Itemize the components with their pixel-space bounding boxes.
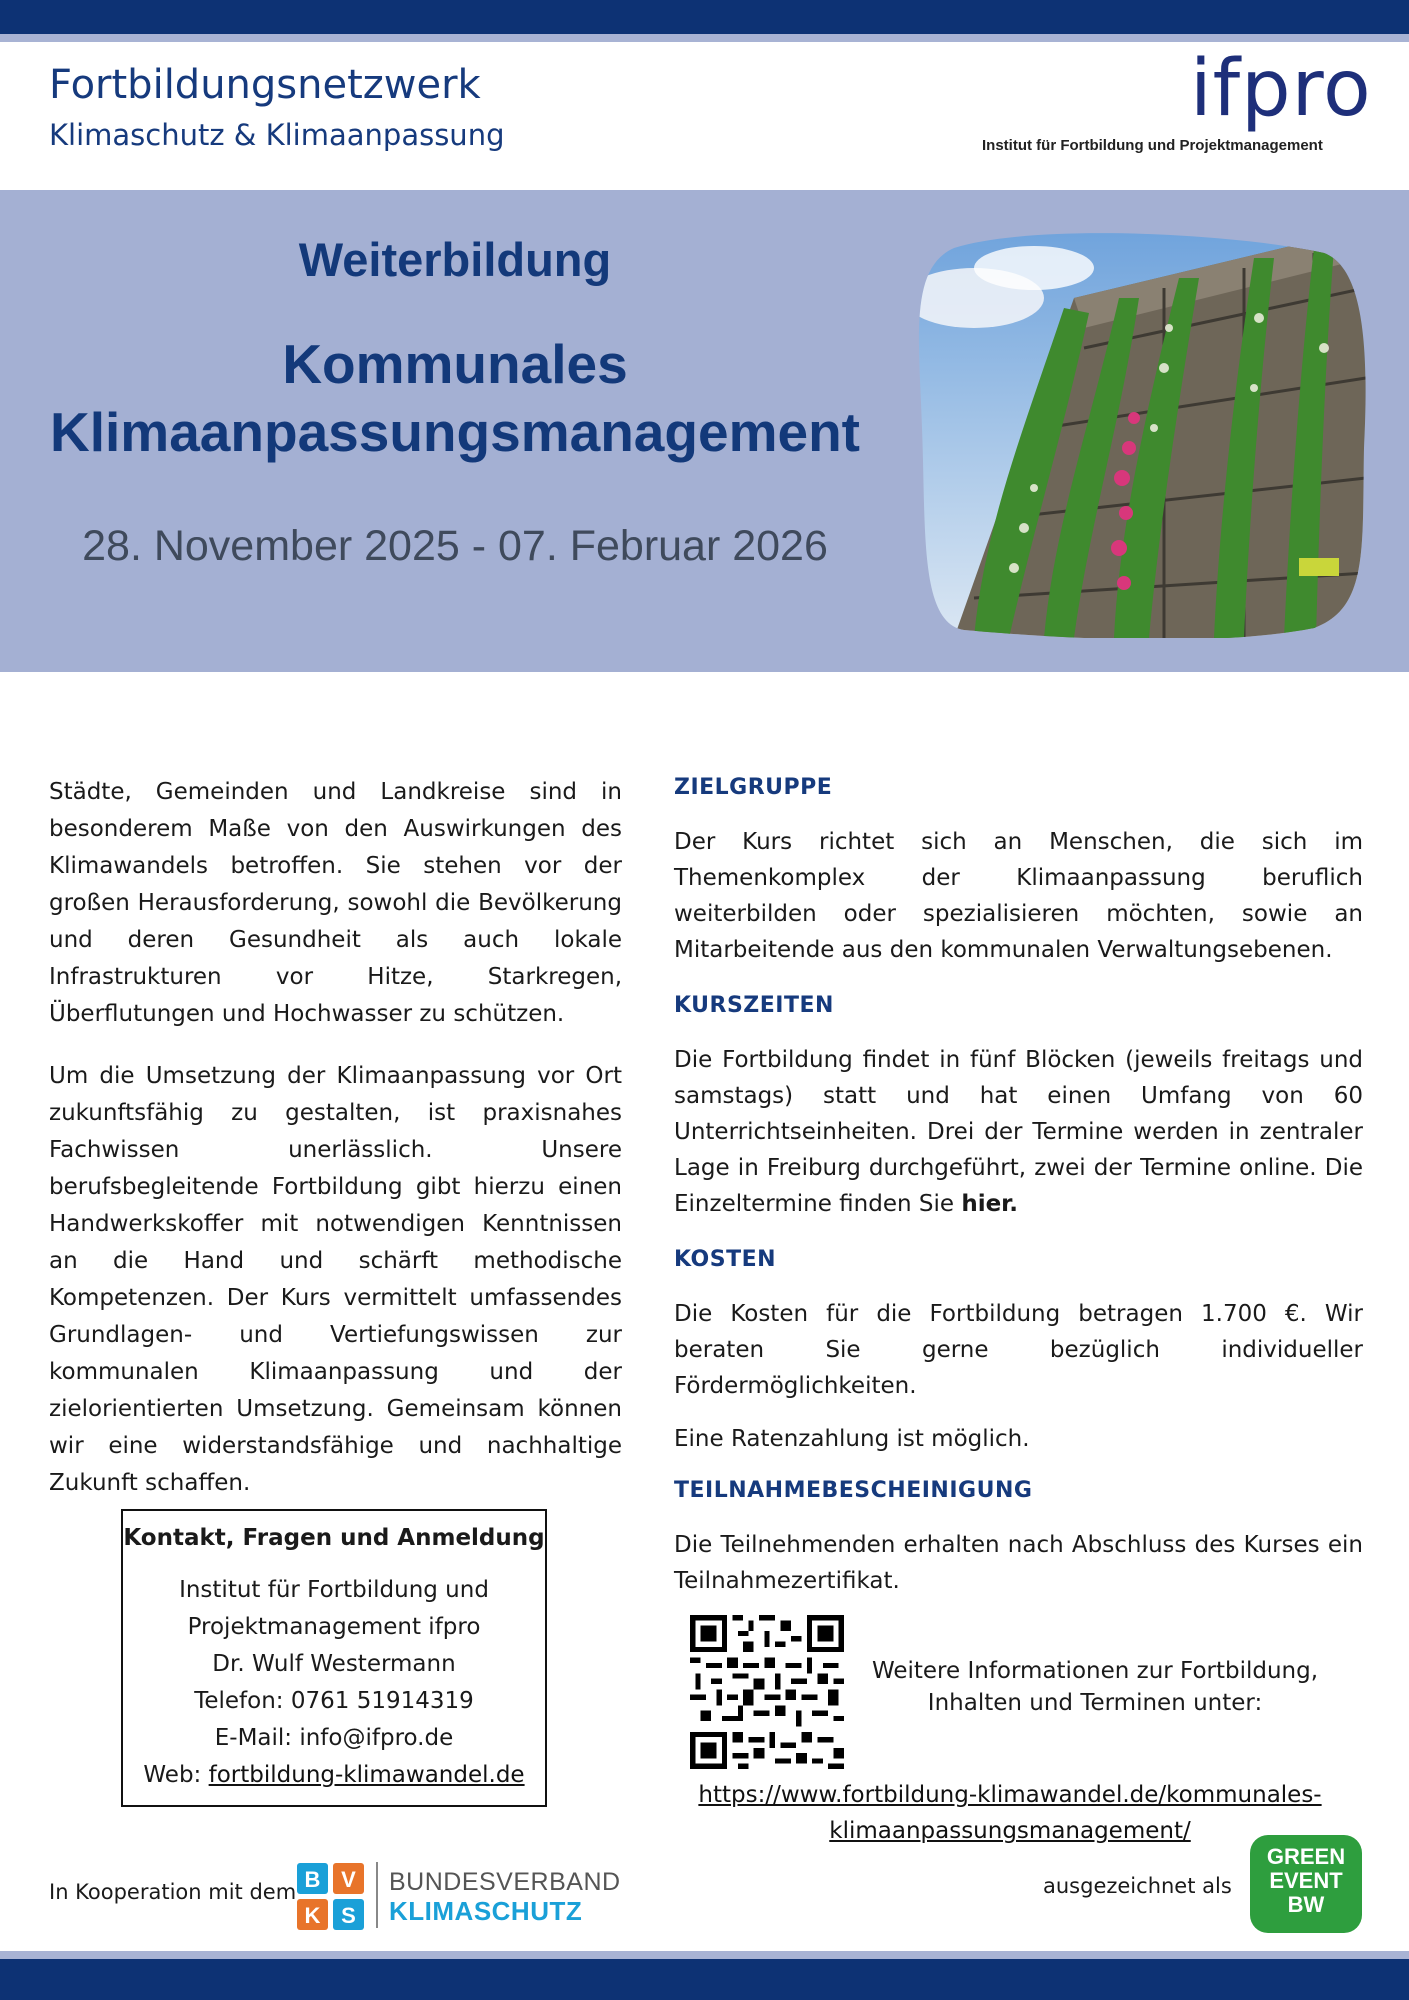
bvks-divider — [376, 1862, 378, 1928]
bvks-letter-k: K — [304, 1903, 321, 1928]
green-facade-photo — [914, 228, 1366, 638]
teilnahme-text: Die Teilnehmenden erhalten nach Abschluss des Kurses ein Teilnahmezertifikat. — [674, 1532, 1363, 1594]
contact-email: E-Mail: info@ifpro.de — [214, 1725, 454, 1751]
hero-title-line1: Kommunales — [282, 333, 628, 395]
bvks-name-line1: BUNDESVERBAND — [389, 1868, 621, 1896]
bvks-letter-s: S — [341, 1903, 356, 1928]
cooperation-label: In Kooperation mit dem — [49, 1880, 297, 1904]
bottom-bar-accent — [0, 1951, 1409, 1959]
green-event-bw-badge — [1250, 1835, 1362, 1933]
network-subtitle: Klimaschutz & Klimaanpassung — [49, 118, 505, 152]
kurszeiten-heading: KURSZEITEN — [674, 993, 834, 1018]
green-event-line2: EVENT — [1269, 1868, 1343, 1893]
contact-heading: Kontakt, Fragen und Anmeldung — [123, 1525, 545, 1551]
top-bar — [0, 0, 1409, 34]
kosten-text: Die Kosten für die Fortbildung betragen 1.700 €. Wir beraten Sie gerne bezüglich individueller Fördermöglichkeiten. — [674, 1301, 1363, 1399]
qr-code[interactable] — [690, 1615, 844, 1769]
hero-title-line2: Klimaanpassungsmanagement — [50, 401, 860, 463]
contact-web-label: Web: — [143, 1762, 209, 1788]
hero-kicker: Weiterbildung — [298, 233, 612, 286]
ratenzahlung-text: Eine Ratenzahlung ist möglich. — [674, 1426, 1030, 1452]
contact-web — [123, 1757, 545, 1794]
hero-banner — [0, 190, 1409, 672]
green-event-line1: GREEN — [1266, 1844, 1346, 1869]
green-event-line3: BW — [1287, 1892, 1325, 1917]
course-url-link[interactable] — [660, 1777, 1360, 1849]
intro-paragraph-1: Städte, Gemeinden und Landkreise sind in besonderem Maße von den Auswirkungen des Klimawandels betroffen. Sie stehen vor der großen Herausforderung, sowohl die Bevölkerung und deren Gesundheit als auch lokale Infrastrukturen vor Hitze, Starkregen, Überflutungen und Hochwasser zu schützen. — [49, 779, 622, 1027]
more-info-text — [860, 1655, 1330, 1719]
teilnahme-heading: TEILNAHMEBESCHEINIGUNG — [674, 1478, 1033, 1503]
more-info-line1: Weitere Informationen zur Fortbildung, — [871, 1658, 1319, 1684]
intro-column — [49, 774, 622, 1527]
network-title: Fortbildungsnetzwerk — [49, 62, 481, 108]
course-url-line2[interactable]: klimaanpassungsmanagement/ — [829, 1818, 1191, 1844]
contact-web-link[interactable]: fortbildung-klimawandel.de — [208, 1762, 525, 1788]
kosten-heading: KOSTEN — [674, 1247, 777, 1272]
bvks-letter-b: B — [304, 1867, 321, 1892]
kurszeiten-text: Die Fortbildung findet in fünf Blöcken (jeweils freitags und samstags) statt und hat einen Umfang von 60 Unterrichtseinheiten. Drei der Termine werden in zentraler Lage in Freiburg durchgeführt, zwei der Termine online. Die Einzeltermine finden Sie — [674, 1047, 1363, 1217]
more-info-line2: Inhalten und Terminen unter: — [927, 1690, 1263, 1716]
bvks-logo — [296, 1862, 366, 1932]
bvks-letter-v: V — [341, 1867, 356, 1892]
bvks-name-line2: KLIMASCHUTZ — [389, 1896, 583, 1926]
bottom-bar — [0, 1959, 1409, 2000]
top-bar-accent — [0, 34, 1409, 42]
course-url-line1[interactable]: https://www.fortbildung-klimawandel.de/kommunales- — [698, 1782, 1322, 1808]
intro-paragraph-2: Um die Umsetzung der Klimaanpassung vor Ort zukunftsfähig zu gestalten, ist praxisnahes Fachwissen unerlässlich. Unsere berufsbegleitende Fortbildung gibt hierzu einen Handwerkskoffer mit notwendigen Kenntnissen an die Hand und schärft methodische Kompetenzen. Der Kurs vermittelt umfassendes Grundlagen- und Vertiefungswissen zur kommunalen Klimaanpassung und der zielorientierten Umsetzung. Gemeinsam können wir eine widerstandsfähige und nachhaltige Zukunft schaffen. — [49, 1063, 622, 1496]
ifpro-logo-subtitle: Institut für Fortbildung und Projektmanagement — [982, 137, 1323, 154]
zielgruppe-heading: ZIELGRUPPE — [674, 775, 833, 800]
hero-title — [0, 330, 910, 466]
zielgruppe-text: Der Kurs richtet sich an Menschen, die sich im Themenkomplex der Klimaanpassung beruflich weiterbilden oder spezialisieren möchten, sowie an Mitarbeitende aus den kommunalen Verwaltungsebenen. — [674, 829, 1363, 963]
hero-dates: 28. November 2025 - 07. Februar 2026 — [82, 522, 828, 570]
contact-box — [121, 1509, 547, 1807]
contact-line1: Institut für Fortbildung und — [179, 1577, 489, 1603]
award-label: ausgezeichnet als — [1043, 1874, 1232, 1898]
contact-line2: Projektmanagement ifpro — [187, 1614, 481, 1640]
contact-phone: Telefon: 0761 51914319 — [194, 1688, 474, 1714]
termine-link[interactable]: hier. — [961, 1191, 1018, 1217]
kurszeiten-paragraph — [674, 1042, 1363, 1222]
contact-person: Dr. Wulf Westermann — [212, 1651, 456, 1677]
details-column — [674, 770, 1363, 1599]
ifpro-logo: ifpro — [1190, 44, 1372, 134]
